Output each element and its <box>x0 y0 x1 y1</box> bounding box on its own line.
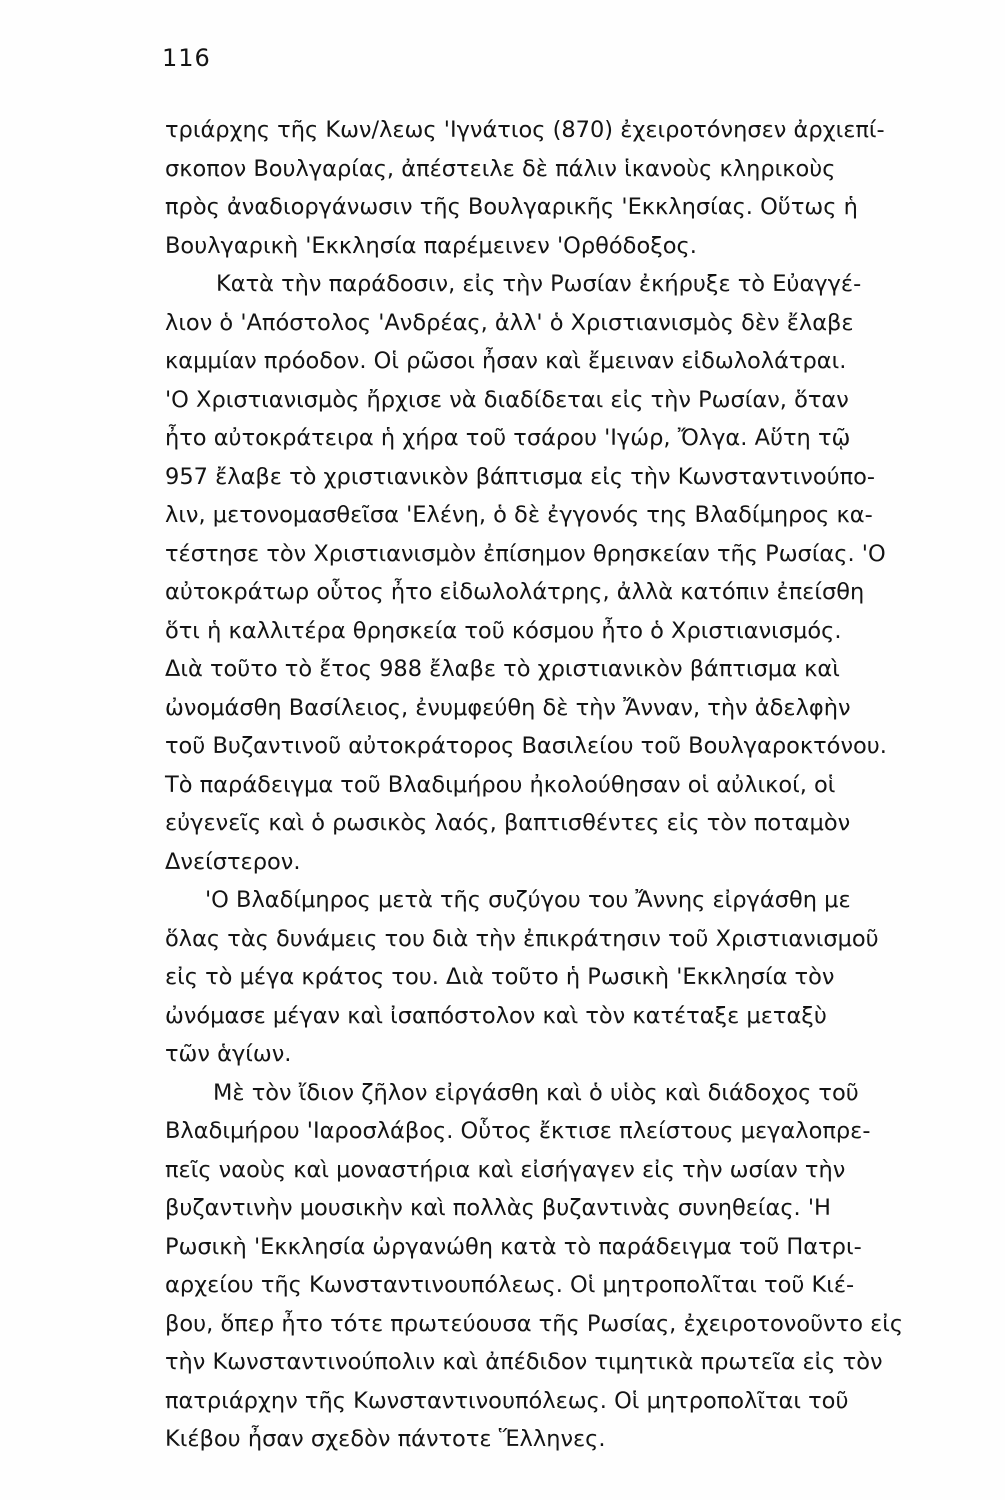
text-line: Κατὰ τὴν παράδοσιν, εἰς τὴν Ρωσίαν ἐκήρυξε τὸ Εὐαγγέ- <box>216 271 862 297</box>
text-line: τριάρχης τῆς Κων/λεως 'Ιγνάτιος (870) ἐχειροτόνησεν ἀρχιεπί- <box>165 117 885 143</box>
text-line: Δνείστερον. <box>165 848 301 875</box>
text-line: λιν, μετονομασθεῖσα 'Ελένη, ὁ δὲ ἐγγονός της Βλαδίμηρος κα- <box>165 502 873 528</box>
text-line: ὅτι ἡ καλλιτέρα θρησκεία τοῦ κόσμου ἦτο ὁ Χριστιανισμός. <box>165 617 842 644</box>
text-line: ὠνόμασε μέγαν καὶ ἰσαπόστολον καὶ τὸν κατέταξε μεταξὺ <box>165 1002 827 1029</box>
text-line: πεῖς ναοὺς καὶ μοναστήρια καὶ εἰσήγαγεν εἰς τὴν ωσίαν τὴν <box>165 1156 846 1183</box>
text-line: ὅλας τὰς δυνάμεις του διὰ τὴν ἐπικράτησιν τοῦ Χριστιανισμοῦ <box>165 925 879 952</box>
text-line: 957 ἔλαβε τὸ χριστιανικὸν βάπτισμα εἰς τὴν Κωνσταντινούπο- <box>165 463 876 490</box>
text-line: τέστησε τὸν Χριστιανισμὸν ἐπίσημον θρησκείαν τῆς Ρωσίας. 'Ο <box>165 540 886 567</box>
text-line: τὴν Κωνσταντινούπολιν καὶ ἀπέδιδον τιμητικὰ πρωτεῖα εἰς τὸν <box>165 1349 883 1375</box>
text-line: πρὸς ἀναδιοργάνωσιν τῆς Βουλγαρικῆς 'Εκκλησίας. Οὕτως ἡ <box>165 194 858 220</box>
text-line: Βλαδιμήρου 'Ιαροσλάβος. Οὗτος ἔκτισε πλείστους μεγαλοπρε- <box>165 1118 871 1144</box>
text-line: τοῦ Βυζαντινοῦ αὐτοκράτορος Βασιλείου τοῦ Βουλγαροκτόνου. <box>165 733 887 759</box>
text-line: τῶν ἁγίων. <box>165 1041 292 1067</box>
text-line: 'Ο Χριστιανισμὸς ἤρχισε νὰ διαδίδεται εἰς τὴν Ρωσίαν, ὅταν <box>165 386 849 413</box>
text-line: Τὸ παράδειγμα τοῦ Βλαδιμήρου ἠκολούθησαν οἱ αὐλικοί, οἱ <box>165 771 836 798</box>
text-line: Μὲ τὸν ἴδιον ζῆλον εἰργάσθη καὶ ὁ υἱὸς καὶ διάδοχος τοῦ <box>213 1079 859 1106</box>
text-line: ἦτο αὐτοκράτειρα ἡ χήρα τοῦ τσάρου 'Ιγώρ, Ὄλγα. Αὕτη τῷ <box>165 425 851 451</box>
text-line: Βουλγαρικὴ 'Εκκλησία παρέμεινεν 'Ορθόδοξος. <box>165 232 697 259</box>
text-line: λιον ὁ 'Απόστολος 'Ανδρέας, ἀλλ' ὁ Χριστιανισμὸς δὲν ἔλαβε <box>165 309 854 336</box>
text-line: πατριάρχην τῆς Κωνσταντινουπόλεως. Οἱ μητροπολῖται τοῦ <box>165 1387 849 1414</box>
text-line: βου, ὅπερ ἦτο τότε πρωτεύουσα τῆς Ρωσίας, ἐχειροτονοῦντο εἰς <box>165 1310 904 1337</box>
text-line: αρχείου τῆς Κωνσταντινουπόλεως. Οἱ μητροπολῖται τοῦ Κιέ- <box>165 1272 855 1298</box>
body-text <box>165 111 995 1459</box>
text-line: Κιέβου ἦσαν σχεδὸν πάντοτε Ἕλληνες. <box>165 1426 606 1452</box>
text-line: Διὰ τοῦτο τὸ ἔτος 988 ἔλαβε τὸ χριστιανικὸν βάπτισμα καὶ <box>165 656 840 682</box>
text-line: εἰς τὸ μέγα κράτος του. Διὰ τοῦτο ἡ Ρωσικὴ 'Εκκλησία τὸν <box>165 964 835 990</box>
text-line: ὠνομάσθη Βασίλειος, ἐνυμφεύθη δὲ τὴν Ἄνναν, τὴν ἀδελφὴν <box>165 694 851 721</box>
text-line: σκοπον Βουλγαρίας, ἀπέστειλε δὲ πάλιν ἱκανοὺς κληρικοὺς <box>165 155 836 182</box>
text-line: καμμίαν πρόοδον. Οἱ ρῶσοι ἦσαν καὶ ἔμειναν εἰδωλολάτραι. <box>165 348 847 374</box>
page-number: 116 <box>162 44 211 72</box>
text-line: εὐγενεῖς καὶ ὁ ρωσικὸς λαός, βαπτισθέντες εἰς τὸν ποταμὸν <box>165 810 851 836</box>
text-line: βυζαντινὴν μουσικὴν καὶ πολλὰς βυζαντινὰς συνηθείας. 'Η <box>165 1195 831 1221</box>
text-line: 'Ο Βλαδίμηρος μετὰ τῆς συζύγου του Ἄννης εἰργάσθη με <box>205 887 851 913</box>
text-line: αὐτοκράτωρ οὗτος ἦτο εἰδωλολάτρης, ἀλλὰ κατόπιν ἐπείσθη <box>165 579 865 605</box>
text-line: Ρωσικὴ 'Εκκλησία ὠργανώθη κατὰ τὸ παράδειγμα τοῦ Πατρι- <box>165 1233 862 1260</box>
